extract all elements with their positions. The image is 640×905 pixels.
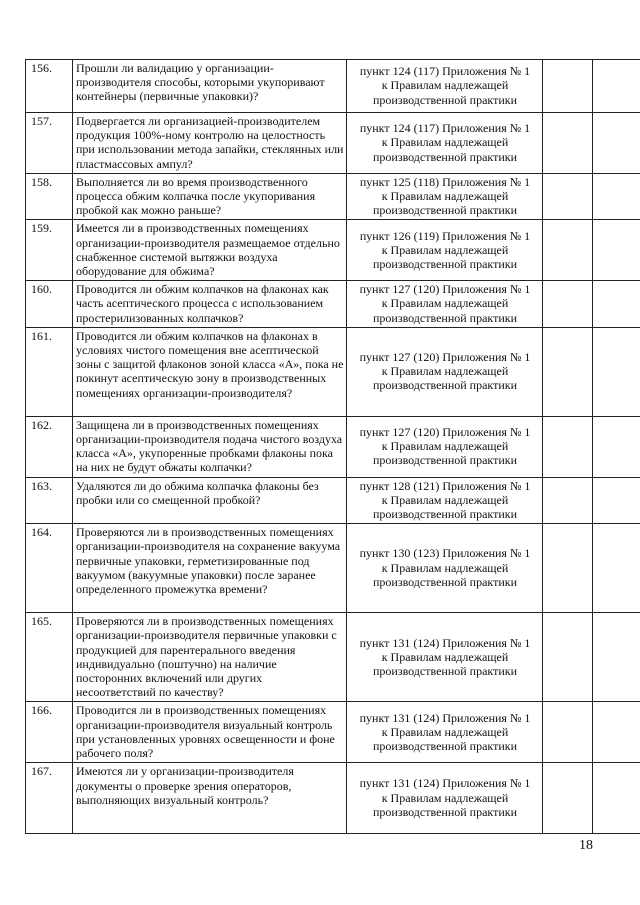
reference-line: к Правилам надлежащей	[381, 296, 509, 311]
question-text: Подвергается ли организацией-производителем продукция 100%-ному контролю на целостность при использовании метода запайки, стеклянных или пластмассовых ампул?	[73, 113, 347, 174]
reference-line: пункт 127 (120) Приложения № 1	[359, 350, 531, 365]
note-cell	[593, 613, 640, 702]
regulation-reference	[347, 763, 543, 834]
note-cell	[593, 477, 640, 524]
regulation-reference	[347, 60, 543, 113]
reference-line: к Правилам надлежащей	[381, 242, 509, 257]
question-text: Имеется ли в производственных помещениях организации-производителя размещаемое отдельно снабженное системой вытяжки воздуха оборудование для обжима?	[73, 220, 347, 281]
answer-cell	[543, 416, 593, 477]
table-row	[26, 60, 640, 113]
reference-line: пункт 130 (123) Приложения № 1	[359, 546, 531, 561]
item-number: 165.	[26, 613, 73, 702]
reference-line: производственной практики	[372, 203, 518, 218]
reference-line: производственной практики	[372, 804, 518, 819]
item-number: 161.	[26, 327, 73, 416]
note-cell	[593, 763, 640, 834]
item-number: 162.	[26, 416, 73, 477]
table-row	[26, 477, 640, 524]
item-number: 160.	[26, 281, 73, 328]
reference-line: пункт 127 (120) Приложения № 1	[359, 424, 531, 439]
reference-line: пункт 128 (121) Приложения № 1	[359, 478, 531, 493]
table-row	[26, 113, 640, 174]
answer-cell	[543, 477, 593, 524]
reference-line: к Правилам надлежащей	[381, 189, 509, 204]
item-number: 157.	[26, 113, 73, 174]
reference-line: производственной практики	[372, 663, 518, 678]
item-number: 163.	[26, 477, 73, 524]
answer-cell	[543, 524, 593, 613]
reference-line: к Правилам надлежащей	[381, 135, 509, 150]
regulation-reference	[347, 416, 543, 477]
reference-line: к Правилам надлежащей	[381, 790, 509, 805]
regulation-reference	[347, 477, 543, 524]
regulation-reference	[347, 524, 543, 613]
reference-line: пункт 124 (117) Приложения № 1	[359, 121, 531, 136]
regulation-reference	[347, 220, 543, 281]
answer-cell	[543, 220, 593, 281]
reference-line: пункт 131 (124) Приложения № 1	[359, 635, 531, 650]
regulation-reference	[347, 327, 543, 416]
reference-line: производственной практики	[372, 453, 518, 468]
table-row	[26, 763, 640, 834]
table-row	[26, 702, 640, 763]
answer-cell	[543, 60, 593, 113]
answer-cell	[543, 613, 593, 702]
note-cell	[593, 702, 640, 763]
note-cell	[593, 327, 640, 416]
reference-line: производственной практики	[372, 738, 518, 753]
note-cell	[593, 113, 640, 174]
answer-cell	[543, 763, 593, 834]
note-cell	[593, 416, 640, 477]
reference-line: производственной практики	[372, 149, 518, 164]
reference-line: пункт 125 (118) Приложения № 1	[359, 174, 531, 189]
item-number: 158.	[26, 173, 73, 220]
table-row	[26, 281, 640, 328]
reference-line: к Правилам надлежащей	[381, 78, 509, 93]
reference-line: производственной практики	[372, 378, 518, 393]
regulation-reference	[347, 613, 543, 702]
table-row	[26, 613, 640, 702]
table-row	[26, 220, 640, 281]
page-number: 18	[579, 838, 593, 853]
item-number: 166.	[26, 702, 73, 763]
reference-line: к Правилам надлежащей	[381, 724, 509, 739]
note-cell	[593, 524, 640, 613]
item-number: 156.	[26, 60, 73, 113]
question-text: Проверяются ли в производственных помещениях организации-производителя на сохранение вакуума первичные упаковки, герметизированные под вакуумом (вакуумные упаковки) после заранее определенного промежутка времени?	[73, 524, 347, 613]
regulation-reference	[347, 173, 543, 220]
table-row	[26, 173, 640, 220]
reference-line: к Правилам надлежащей	[381, 492, 509, 507]
item-number: 167.	[26, 763, 73, 834]
reference-line: производственной практики	[372, 574, 518, 589]
question-text: Удаляются ли до обжима колпачка флаконы без пробки или со смещенной пробкой?	[73, 477, 347, 524]
question-text: Проводится ли обжим колпачков на флаконах в условиях чистого помещения вне асептической зоны с защитой флаконов зоной класса «А», пока не покинут асептическую зону в производственных помещениях организации-производителя?	[73, 327, 347, 416]
question-text: Выполняется ли во время производственного процесса обжим колпачка после укупоривания пробкой как можно раньше?	[73, 173, 347, 220]
reference-line: производственной практики	[372, 256, 518, 271]
reference-line: к Правилам надлежащей	[381, 364, 509, 379]
table-row	[26, 327, 640, 416]
reference-line: к Правилам надлежащей	[381, 439, 509, 454]
note-cell	[593, 60, 640, 113]
question-text: Защищена ли в производственных помещениях организации-производителя подача чистого воздуха класса «А», укупоренные пробками флаконы пока на них не будут обжаты колпачки?	[73, 416, 347, 477]
answer-cell	[543, 281, 593, 328]
table-row	[26, 416, 640, 477]
reference-line: пункт 127 (120) Приложения № 1	[359, 282, 531, 297]
reference-line: пункт 124 (117) Приложения № 1	[359, 64, 531, 79]
question-text: Имеются ли у организации-производителя документы о проверке зрения операторов, выполняющих визуальный контроль?	[73, 763, 347, 834]
reference-line: к Правилам надлежащей	[381, 560, 509, 575]
table-row	[26, 524, 640, 613]
answer-cell	[543, 113, 593, 174]
question-text: Проверяются ли в производственных помещениях организации-производителя первичные упаковки с продукцией для парентерального введения индивидуально (поштучно) на наличие посторонних включений или других несоответствий по качеству?	[73, 613, 347, 702]
question-text: Проводится ли в производственных помещениях организации-производителя визуальный контроль при установленных уровнях освещенности и фоне рабочего поля?	[73, 702, 347, 763]
item-number: 164.	[26, 524, 73, 613]
question-text: Прошли ли валидацию у организации-производителя способы, которыми укупоривают контейнеры (первичные упаковки)?	[73, 60, 347, 113]
reference-line: пункт 131 (124) Приложения № 1	[359, 710, 531, 725]
answer-cell	[543, 327, 593, 416]
reference-line: пункт 126 (119) Приложения № 1	[359, 228, 531, 243]
question-text: Проводится ли обжим колпачков на флаконах как часть асептического процесса с использованием простерилизованных колпачков?	[73, 281, 347, 328]
answer-cell	[543, 702, 593, 763]
regulation-reference	[347, 702, 543, 763]
checklist-table	[25, 59, 640, 834]
reference-line: производственной практики	[372, 507, 518, 522]
answer-cell	[543, 173, 593, 220]
note-cell	[593, 220, 640, 281]
reference-line: производственной практики	[372, 92, 518, 107]
reference-line: пункт 131 (124) Приложения № 1	[359, 776, 531, 791]
regulation-reference	[347, 281, 543, 328]
reference-line: к Правилам надлежащей	[381, 649, 509, 664]
item-number: 159.	[26, 220, 73, 281]
reference-line: производственной практики	[372, 310, 518, 325]
note-cell	[593, 173, 640, 220]
note-cell	[593, 281, 640, 328]
regulation-reference	[347, 113, 543, 174]
